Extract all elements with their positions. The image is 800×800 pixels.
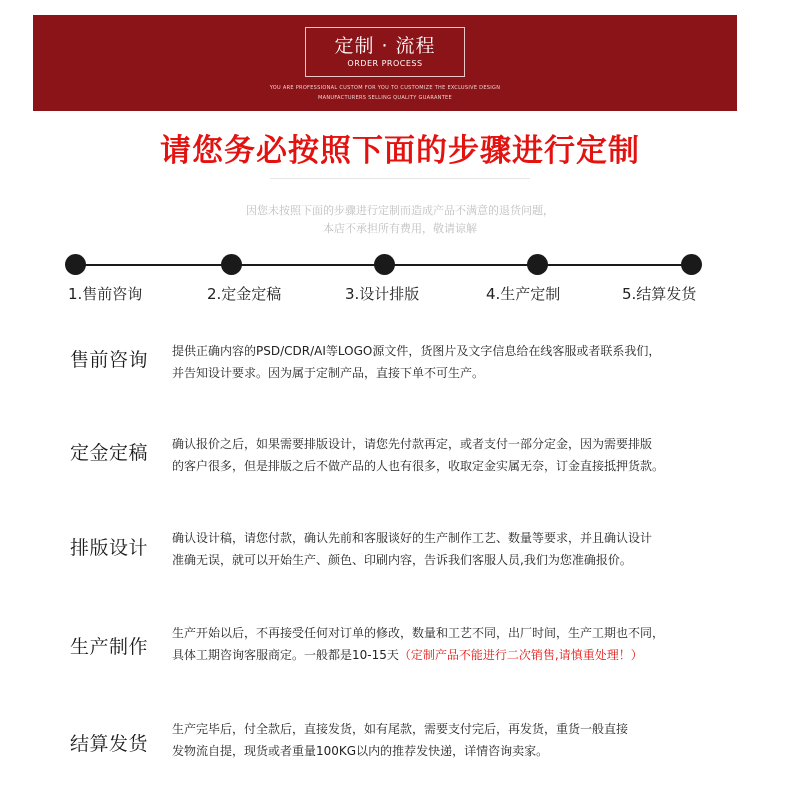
warning-text: （定制产品不能进行二次销售,请慎重处理！） [398, 648, 643, 662]
headline-divider [270, 178, 530, 179]
section-line [172, 644, 732, 666]
header-banner [33, 15, 737, 111]
timeline-dot-2 [221, 254, 242, 275]
section-title-consult: 售前咨询 [70, 349, 149, 371]
timeline-dot-1 [65, 254, 86, 275]
timeline-dot-4 [527, 254, 548, 275]
section-line: 的客户很多，但是排版之后不做产品的人也有很多，收取定金实属无奈，订金直接抵押货款。 [172, 459, 665, 473]
notice-line-1: 因您未按照下面的步骤进行定制而造成产品不满意的退货问题， [246, 204, 554, 217]
section-line: 确认设计稿，请您付款，确认先前和客服谈好的生产制作工艺、数量等要求，并且确认设计 [172, 531, 653, 545]
section-line: 生产完毕后，付全款后，直接发货，如有尾款，需要支付完后，再发货，重货一般直接 [172, 722, 629, 736]
section-line-text: 具体工期咨询客服商定。一般都是10-15天 [172, 648, 399, 662]
section-text-production [172, 622, 732, 666]
banner-tagline-2: MANUFACTURERS SELLING QUALITY GUARANTEE [318, 95, 452, 101]
section-text-design [172, 527, 732, 571]
step-label-3: 3.设计排版 [345, 285, 420, 303]
timeline-dot-3 [374, 254, 395, 275]
banner-title-box [305, 27, 465, 77]
section-title-shipping: 结算发货 [70, 733, 149, 755]
section-line: 生产开始以后，不再接受任何对订单的修改，数量和工艺不同，出厂时间，生产工期也不同， [172, 626, 665, 640]
section-title-design: 排版设计 [70, 537, 149, 559]
section-title-deposit: 定金定稿 [70, 442, 149, 464]
page-headline: 请您务必按照下面的步骤进行定制 [160, 133, 640, 169]
section-title-production: 生产制作 [70, 636, 149, 658]
timeline-dot-5 [681, 254, 702, 275]
step-label-4: 4.生产定制 [486, 285, 561, 303]
banner-tagline-1: YOU ARE PROFESSIONAL CUSTOM FOR YOU TO CUSTOMIZE THE EXCLUSIVE DESIGN [269, 85, 501, 91]
section-line: 确认报价之后，如果需要排版设计，请您先付款再定，或者支付一部分定金，因为需要排版 [172, 437, 653, 451]
step-label-5: 5.结算发货 [622, 285, 697, 303]
section-text-deposit [172, 433, 732, 477]
banner-title: 定制 · 流程 [334, 35, 436, 57]
section-text-consult [172, 340, 732, 384]
section-text-shipping [172, 718, 732, 762]
section-line: 提供正确内容的PSD/CDR/AI等LOGO源文件，货图片及文字信息给在线客服或者联系我们， [172, 344, 661, 358]
section-line: 发物流自提，现货或者重量100KG以内的推荐发快递，详情咨询卖家。 [172, 744, 549, 758]
step-label-1: 1.售前咨询 [68, 285, 143, 303]
section-line: 准确无误，就可以开始生产、颜色、印刷内容，告诉我们客服人员,我们为您准确报价。 [172, 553, 632, 567]
banner-subtitle: ORDER PROCESS [347, 59, 423, 68]
section-line: 并告知设计要求。因为属于定制产品，直接下单不可生产。 [172, 366, 485, 380]
notice-line-2: 本店不承担所有费用，敬请谅解 [323, 222, 477, 235]
step-label-2: 2.定金定稿 [207, 285, 282, 303]
